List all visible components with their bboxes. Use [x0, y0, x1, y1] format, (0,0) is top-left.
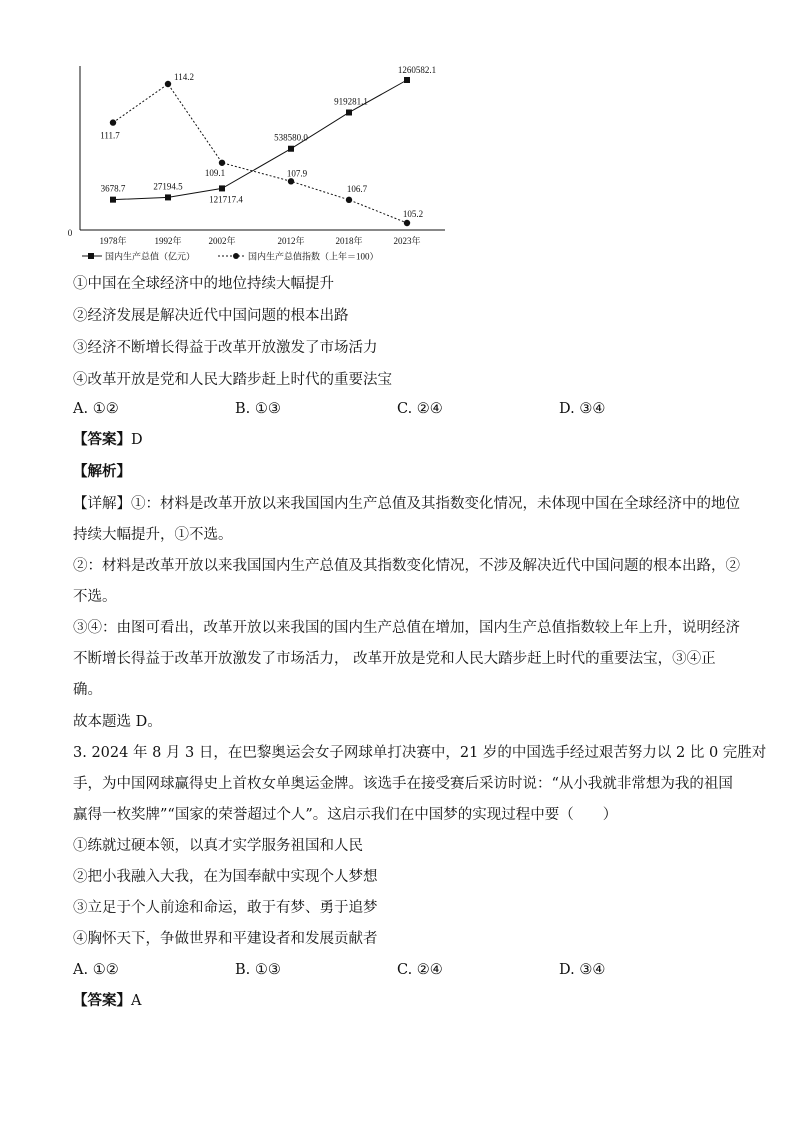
- index-point: [288, 178, 294, 184]
- q2-conclusion: 故本题选 D。: [73, 714, 162, 730]
- q2-detail-3c: 确。: [73, 682, 102, 698]
- index-data-label: 111.7: [100, 130, 120, 141]
- q2-choice-b: B. ①③: [235, 401, 281, 417]
- gdp-point: [404, 77, 410, 83]
- y-axis-zero-label: 0: [67, 228, 73, 238]
- legend-index-label: 国内生产总值指数（上年＝100）: [248, 251, 379, 262]
- index-data-label: 105.2: [402, 209, 424, 219]
- x-tick-label: 1992年: [154, 236, 182, 246]
- gdp-point: [219, 185, 225, 191]
- answer-tag: 【答案】: [73, 992, 131, 1009]
- x-tick-label: 1978年: [99, 236, 127, 246]
- q2-option-1: ①中国在全球经济中的地位持续大幅提升: [73, 276, 334, 292]
- answer-value: D: [131, 432, 143, 448]
- q3-choice-a: A. ①②: [73, 962, 119, 978]
- index-point: [219, 160, 225, 166]
- q2-option-2: ②经济发展是解决近代中国问题的根本出路: [73, 308, 349, 324]
- index-data-label: 107.9: [286, 168, 308, 179]
- q3-option-2: ②把小我融入大我，在为国奉献中实现个人梦想: [73, 869, 378, 885]
- gdp-data-label: 121717.4: [209, 194, 243, 205]
- gdp-data-label: 919281.1: [334, 96, 368, 107]
- index-point: [110, 119, 116, 125]
- index-point: [346, 197, 352, 203]
- q3-option-1: ①练就过硬本领，以真才实学服务祖国和人民: [73, 838, 363, 854]
- q3-choice-d: D. ③④: [559, 962, 606, 978]
- q3-answer: [73, 991, 141, 1011]
- q2-detail-1a: [73, 494, 740, 514]
- gdp-data-label: 1260582.1: [397, 65, 437, 75]
- q3-stem-line-1: 3. 2024 年 8 月 3 日，在巴黎奥运会女子网球单打决赛中，21 岁的中国选手经过艰苦努力以 2 比 0 完胜对: [73, 745, 767, 761]
- index-data-label: 109.1: [204, 167, 226, 178]
- gdp-line-chart: [60, 58, 460, 268]
- q3-option-4: ④胸怀天下，争做世界和平建设者和发展贡献者: [73, 931, 378, 947]
- q3-option-3: ③立足于个人前途和命运，敢于有梦、勇于追梦: [73, 900, 378, 916]
- index-data-label: 106.7: [346, 183, 368, 194]
- q2-detail-3b: 不断增长得益于改革开放激发了市场活力， 改革开放是党和人民大踏步赶上时代的重要法宝，③④正: [73, 651, 716, 667]
- gdp-data-label: 27194.5: [153, 181, 183, 192]
- gdp-point: [346, 109, 352, 115]
- gdp-point: [165, 194, 171, 200]
- q2-analysis-tag: 【解析】: [73, 463, 131, 480]
- q2-detail-1b: 持续大幅提升，①不选。: [73, 527, 233, 543]
- x-tick-label: 2002年: [208, 236, 236, 246]
- x-tick-label: 2018年: [335, 236, 363, 246]
- legend-index-marker: [233, 253, 239, 259]
- q2-choice-d: D. ③④: [559, 401, 606, 417]
- q3-choice-c: C. ②④: [397, 962, 443, 978]
- q3-stem-line-2: 手，为中国网球赢得史上首枚女单奥运金牌。该选手在接受赛后采访时说：“从小我就非常想为我的祖国: [73, 776, 733, 792]
- q2-detail-2b: 不选。: [73, 589, 117, 605]
- q2-detail-2a: ②：材料是改革开放以来我国国内生产总值及其指数变化情况，不涉及解决近代中国问题的根本出路，②: [73, 558, 740, 574]
- index-point: [404, 220, 410, 226]
- x-tick-label: 2012年: [277, 236, 305, 246]
- q3-choice-b: B. ①③: [235, 962, 281, 978]
- chart-canvas: [60, 58, 460, 268]
- answer-tag: 【答案】: [73, 431, 131, 448]
- q3-stem-line-3: 赢得一枚奖牌”“国家的荣誉超过个人”。这启示我们在中国梦的实现过程中要（ ）: [73, 807, 618, 823]
- index-data-label: 114.2: [174, 72, 194, 82]
- q2-answer: [73, 430, 143, 450]
- q2-detail-3a: ③④：由图可看出，改革开放以来我国的国内生产总值在增加，国内生产总值指数较上年上升，说明经济: [73, 620, 740, 636]
- q2-choice-c: C. ②④: [397, 401, 443, 417]
- gdp-point: [288, 146, 294, 152]
- q2-choice-a: A. ①②: [73, 401, 119, 417]
- q2-option-3: ③经济不断增长得益于改革开放激发了市场活力: [73, 340, 378, 356]
- gdp-data-label: 538580.0: [274, 132, 308, 143]
- detail-text: ①：材料是改革开放以来我国国内生产总值及其指数变化情况，未体现中国在全球经济中的地位: [131, 496, 740, 512]
- answer-value: A: [131, 993, 142, 1009]
- x-tick-label: 2023年: [393, 236, 421, 246]
- detail-tag: 【详解】: [73, 496, 131, 512]
- legend-gdp-marker: [88, 253, 94, 259]
- legend-gdp-label: 国内生产总值（亿元）: [105, 251, 196, 262]
- index-point: [165, 81, 171, 87]
- q2-option-4: ④改革开放是党和人民大踏步赶上时代的重要法宝: [73, 372, 392, 388]
- gdp-data-label: 3678.7: [100, 183, 126, 194]
- gdp-point: [110, 197, 116, 203]
